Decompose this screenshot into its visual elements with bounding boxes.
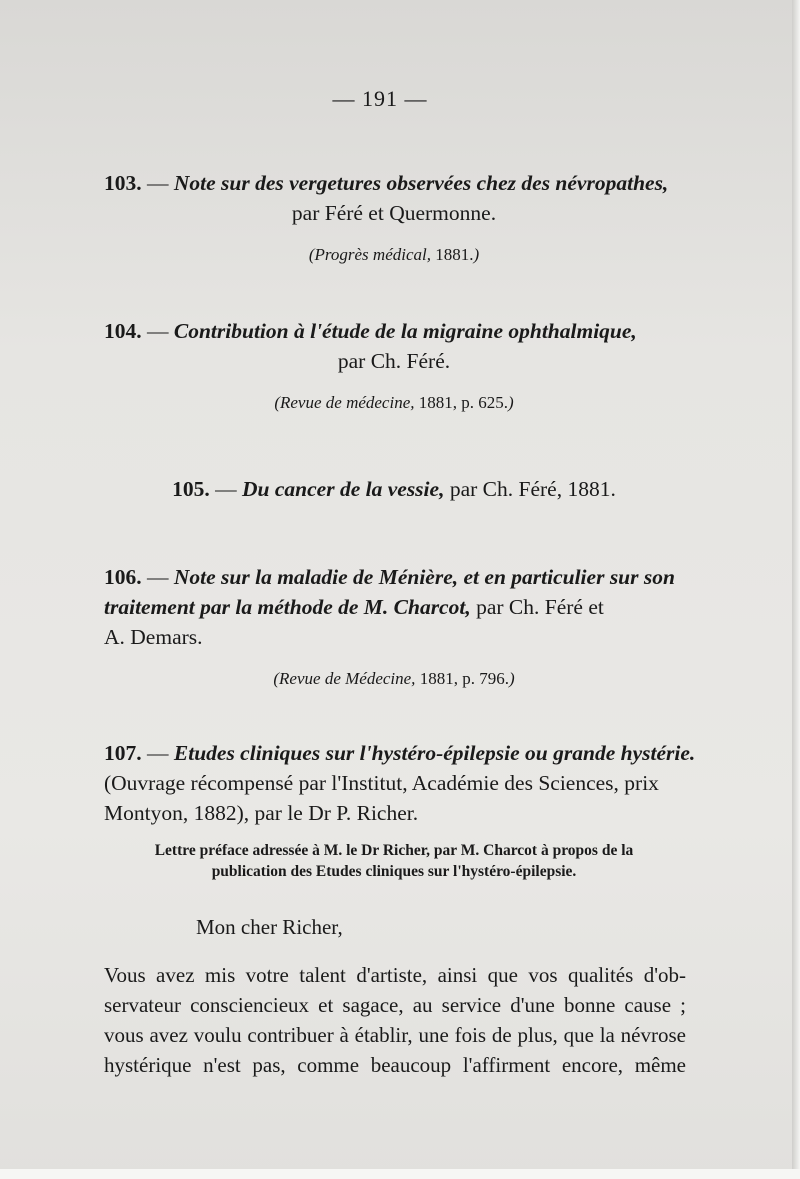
letter-header: [104, 840, 684, 882]
entry-number: 107.: [104, 741, 142, 765]
entry-number: 105.: [172, 477, 210, 501]
body-line: hystérique n'est pas, comme beaucoup l'affirment encore, même: [104, 1053, 686, 1077]
entry-dash: —: [141, 319, 174, 343]
salutation: Mon cher Richer,: [196, 915, 343, 939]
source-detail: 1881.: [430, 245, 474, 264]
entry-106: [104, 562, 684, 694]
entry-authors: par Féré et Quermonne.: [291, 201, 497, 225]
entry-105: [104, 474, 684, 504]
page-edge-bottom: [0, 1169, 800, 1179]
entry-source: (Revue de Médecine, 1881, p. 796.): [273, 669, 515, 688]
entry-authors: Montyon, 1882), par le Dr P. Richer.: [104, 801, 419, 825]
source-detail: 1881, p. 625.: [414, 393, 508, 412]
body-line: servateur consciencieux et sagace, au service d'une bonne cause ;: [104, 993, 686, 1017]
entry-title-line2: traitement par la méthode de M. Charcot,: [104, 595, 471, 619]
body-line: vous avez voulu contribuer à établir, une fois de plus, que la névrose: [104, 1023, 686, 1047]
entry-number: 104.: [104, 319, 142, 343]
entry-dash: —: [141, 565, 174, 589]
source-journal: Revue de médecine,: [280, 393, 415, 412]
entry-104: [104, 316, 684, 418]
entry-number: 103.: [104, 171, 142, 195]
letter-header-line: publication des Etudes cliniques sur l'hystéro-épilepsie.: [211, 863, 577, 880]
entry-number: 106.: [104, 565, 142, 589]
entry-title: Etudes cliniques sur l'hystéro-épilepsie ou grande hystérie.: [173, 741, 696, 765]
page-edge-right: [792, 0, 800, 1179]
entry-dash: —: [209, 477, 243, 501]
entry-authors: par Ch. Féré.: [337, 349, 451, 373]
body-line: Vous avez mis votre talent d'artiste, ainsi que vos qualités d'ob-: [104, 963, 686, 987]
entry-107: [104, 738, 696, 828]
entry-authors: par Ch. Féré, 1881.: [444, 477, 616, 501]
entry-title: Du cancer de la vessie,: [242, 477, 445, 501]
entry-authors: par Ch. Féré et: [470, 595, 604, 619]
entry-dash: —: [141, 741, 174, 765]
entry-note: (Ouvrage récompensé par l'Institut, Académie des Sciences, prix: [104, 771, 659, 795]
entry-title-line1: Note sur la maladie de Ménière, et en particulier sur son: [173, 565, 675, 589]
source-journal: Progrès médical,: [314, 245, 431, 264]
entry-dash: —: [141, 171, 174, 195]
entry-authors-cont: A. Demars.: [104, 625, 203, 649]
letter-header-line: Lettre préface adressée à M. le Dr Richer, par M. Charcot à propos de la: [154, 842, 634, 859]
entry-title: Contribution à l'étude de la migraine ophthalmique,: [173, 319, 637, 343]
entry-title: Note sur des vergetures observées chez des névropathes,: [173, 171, 669, 195]
page-number: — 191 —: [332, 86, 428, 111]
entry-source: (Progrès médical, 1881.): [308, 245, 480, 264]
entry-103: [104, 168, 684, 270]
source-detail: 1881, p. 796.: [415, 669, 509, 688]
letter-body: [104, 960, 686, 1080]
source-journal: Revue de Médecine,: [279, 669, 416, 688]
entry-source: (Revue de médecine, 1881, p. 625.): [274, 393, 514, 412]
